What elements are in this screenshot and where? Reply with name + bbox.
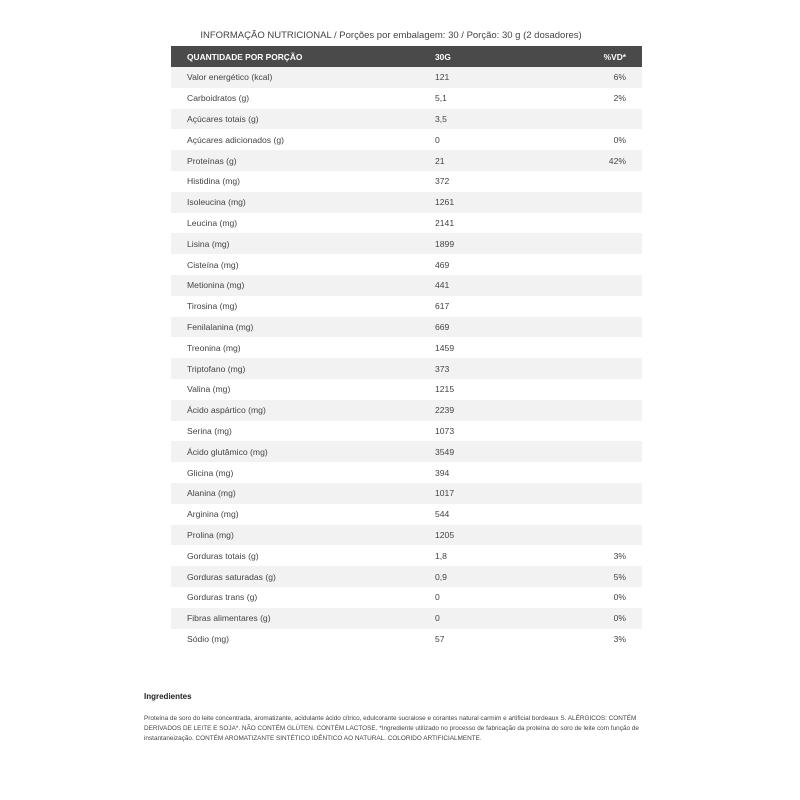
nutrient-name: Carboidratos (g)	[171, 88, 435, 109]
nutrient-daily-value	[560, 441, 642, 462]
nutrient-name: Cisteína (mg)	[171, 254, 435, 275]
nutrient-amount: 441	[435, 275, 560, 296]
nutrient-daily-value: 3%	[560, 545, 642, 566]
header-daily-value: %VD*	[560, 46, 642, 67]
ingredients-title: Ingredientes	[144, 692, 192, 701]
nutrient-name: Arginina (mg)	[171, 504, 435, 525]
table-row	[171, 275, 642, 296]
table-body	[171, 67, 642, 649]
nutrient-daily-value: 3%	[560, 629, 642, 650]
nutrient-daily-value	[560, 525, 642, 546]
nutrient-daily-value	[560, 379, 642, 400]
nutrient-name: Fibras alimentares (g)	[171, 608, 435, 629]
nutrient-daily-value	[560, 296, 642, 317]
nutrient-name: Gorduras trans (g)	[171, 587, 435, 608]
table-row	[171, 317, 642, 338]
nutrient-amount: 2239	[435, 400, 560, 421]
nutrient-daily-value	[560, 337, 642, 358]
nutrient-name: Fenilalanina (mg)	[171, 317, 435, 338]
nutrient-daily-value	[560, 275, 642, 296]
nutrient-amount: 1459	[435, 337, 560, 358]
nutrition-table	[171, 46, 642, 649]
nutrient-amount: 2141	[435, 213, 560, 234]
nutrient-daily-value	[560, 213, 642, 234]
nutrient-daily-value	[560, 171, 642, 192]
nutrient-daily-value: 2%	[560, 88, 642, 109]
nutrient-name: Sódio (mg)	[171, 629, 435, 650]
nutrient-amount: 0	[435, 608, 560, 629]
nutrient-name: Isoleucina (mg)	[171, 192, 435, 213]
table-row	[171, 233, 642, 254]
nutrient-amount: 394	[435, 462, 560, 483]
nutrient-daily-value	[560, 317, 642, 338]
nutrient-name: Glicina (mg)	[171, 462, 435, 483]
nutrient-name: Alanina (mg)	[171, 483, 435, 504]
nutrient-daily-value	[560, 109, 642, 130]
table-row	[171, 545, 642, 566]
nutrient-daily-value	[560, 462, 642, 483]
header-quantity: QUANTIDADE POR PORÇÃO	[171, 46, 435, 67]
table-row	[171, 88, 642, 109]
table-row	[171, 192, 642, 213]
nutrient-daily-value	[560, 358, 642, 379]
nutrient-amount: 3549	[435, 441, 560, 462]
nutrient-daily-value: 0%	[560, 587, 642, 608]
nutrient-name: Ácido aspártico (mg)	[171, 400, 435, 421]
nutrient-name: Valina (mg)	[171, 379, 435, 400]
nutrient-daily-value	[560, 504, 642, 525]
nutrient-daily-value	[560, 483, 642, 504]
table-row	[171, 296, 642, 317]
table-row	[171, 587, 642, 608]
nutrient-name: Leucina (mg)	[171, 213, 435, 234]
table-row	[171, 504, 642, 525]
table-row	[171, 629, 642, 650]
nutrient-name: Lisina (mg)	[171, 233, 435, 254]
nutrient-name: Triptofano (mg)	[171, 358, 435, 379]
nutrient-amount: 1,8	[435, 545, 560, 566]
table-row	[171, 441, 642, 462]
table-row	[171, 67, 642, 88]
table-row	[171, 608, 642, 629]
nutrient-amount: 669	[435, 317, 560, 338]
nutrient-daily-value	[560, 233, 642, 254]
table-row	[171, 400, 642, 421]
nutrient-name: Açúcares totais (g)	[171, 109, 435, 130]
nutrient-name: Prolina (mg)	[171, 525, 435, 546]
nutrient-name: Treonina (mg)	[171, 337, 435, 358]
nutrient-amount: 372	[435, 171, 560, 192]
nutrient-name: Gorduras saturadas (g)	[171, 566, 435, 587]
table-row	[171, 129, 642, 150]
nutrient-amount: 1261	[435, 192, 560, 213]
nutrient-name: Histidina (mg)	[171, 171, 435, 192]
ingredients-text: Proteína de soro do leite concentrada, aromatizante, acidulante ácido cítrico, edulcorante sucralose e corantes natural carmim e artificial bordeaux S. ALÉRGICOS: CONTÉM DERIVADOS DE LEITE E SOJA*. NÃO CONTÉM GLÚTEN. CONTÉM LACTOSE. *Ingrediente utilizado no processo de fabricação da proteína do soro de leite com função de instantaneização. CONTÉM AROMATIZANTE SINTÉTICO IDÊNTICO AO NATURAL. COLORIDO ARTIFICIALMENTE.	[144, 715, 639, 742]
nutrient-name: Gorduras totais (g)	[171, 545, 435, 566]
nutrient-amount: 617	[435, 296, 560, 317]
nutrient-name: Metionina (mg)	[171, 275, 435, 296]
nutrient-amount: 121	[435, 67, 560, 88]
nutrient-amount: 57	[435, 629, 560, 650]
table-row	[171, 150, 642, 171]
nutrient-daily-value: 6%	[560, 67, 642, 88]
nutrient-name: Serina (mg)	[171, 421, 435, 442]
table-row	[171, 379, 642, 400]
nutrient-amount: 0,9	[435, 566, 560, 587]
table-row	[171, 337, 642, 358]
nutrient-amount: 1017	[435, 483, 560, 504]
nutrient-daily-value	[560, 192, 642, 213]
table-header-row	[171, 46, 642, 67]
table-row	[171, 213, 642, 234]
nutrient-daily-value	[560, 421, 642, 442]
nutrient-daily-value	[560, 254, 642, 275]
nutrient-amount: 3,5	[435, 109, 560, 130]
nutrient-daily-value: 5%	[560, 566, 642, 587]
table-row	[171, 525, 642, 546]
nutrient-name: Ácido glutâmico (mg)	[171, 441, 435, 462]
nutrient-amount: 0	[435, 129, 560, 150]
nutrient-amount: 5,1	[435, 88, 560, 109]
nutrient-amount: 469	[435, 254, 560, 275]
table-row	[171, 109, 642, 130]
header-portion: 30G	[435, 46, 560, 67]
table-row	[171, 358, 642, 379]
nutrient-amount: 1215	[435, 379, 560, 400]
nutrient-amount: 21	[435, 150, 560, 171]
table-row	[171, 254, 642, 275]
table-row	[171, 566, 642, 587]
nutrient-daily-value: 0%	[560, 129, 642, 150]
nutrient-amount: 544	[435, 504, 560, 525]
nutrient-name: Valor energético (kcal)	[171, 67, 435, 88]
nutrient-name: Tirosina (mg)	[171, 296, 435, 317]
nutrient-daily-value: 42%	[560, 150, 642, 171]
nutrient-amount: 1205	[435, 525, 560, 546]
table-row	[171, 483, 642, 504]
nutrition-caption: INFORMAÇÃO NUTRICIONAL / Porções por embalagem: 30 / Porção: 30 g (2 dosadores)	[200, 30, 582, 41]
nutrient-amount: 373	[435, 358, 560, 379]
table-row	[171, 421, 642, 442]
nutrient-amount: 0	[435, 587, 560, 608]
nutrient-daily-value: 0%	[560, 608, 642, 629]
nutrient-amount: 1899	[435, 233, 560, 254]
table-row	[171, 171, 642, 192]
nutrient-daily-value	[560, 400, 642, 421]
nutrient-name: Proteínas (g)	[171, 150, 435, 171]
nutrient-amount: 1073	[435, 421, 560, 442]
table-row	[171, 462, 642, 483]
nutrient-name: Açúcares adicionados (g)	[171, 129, 435, 150]
